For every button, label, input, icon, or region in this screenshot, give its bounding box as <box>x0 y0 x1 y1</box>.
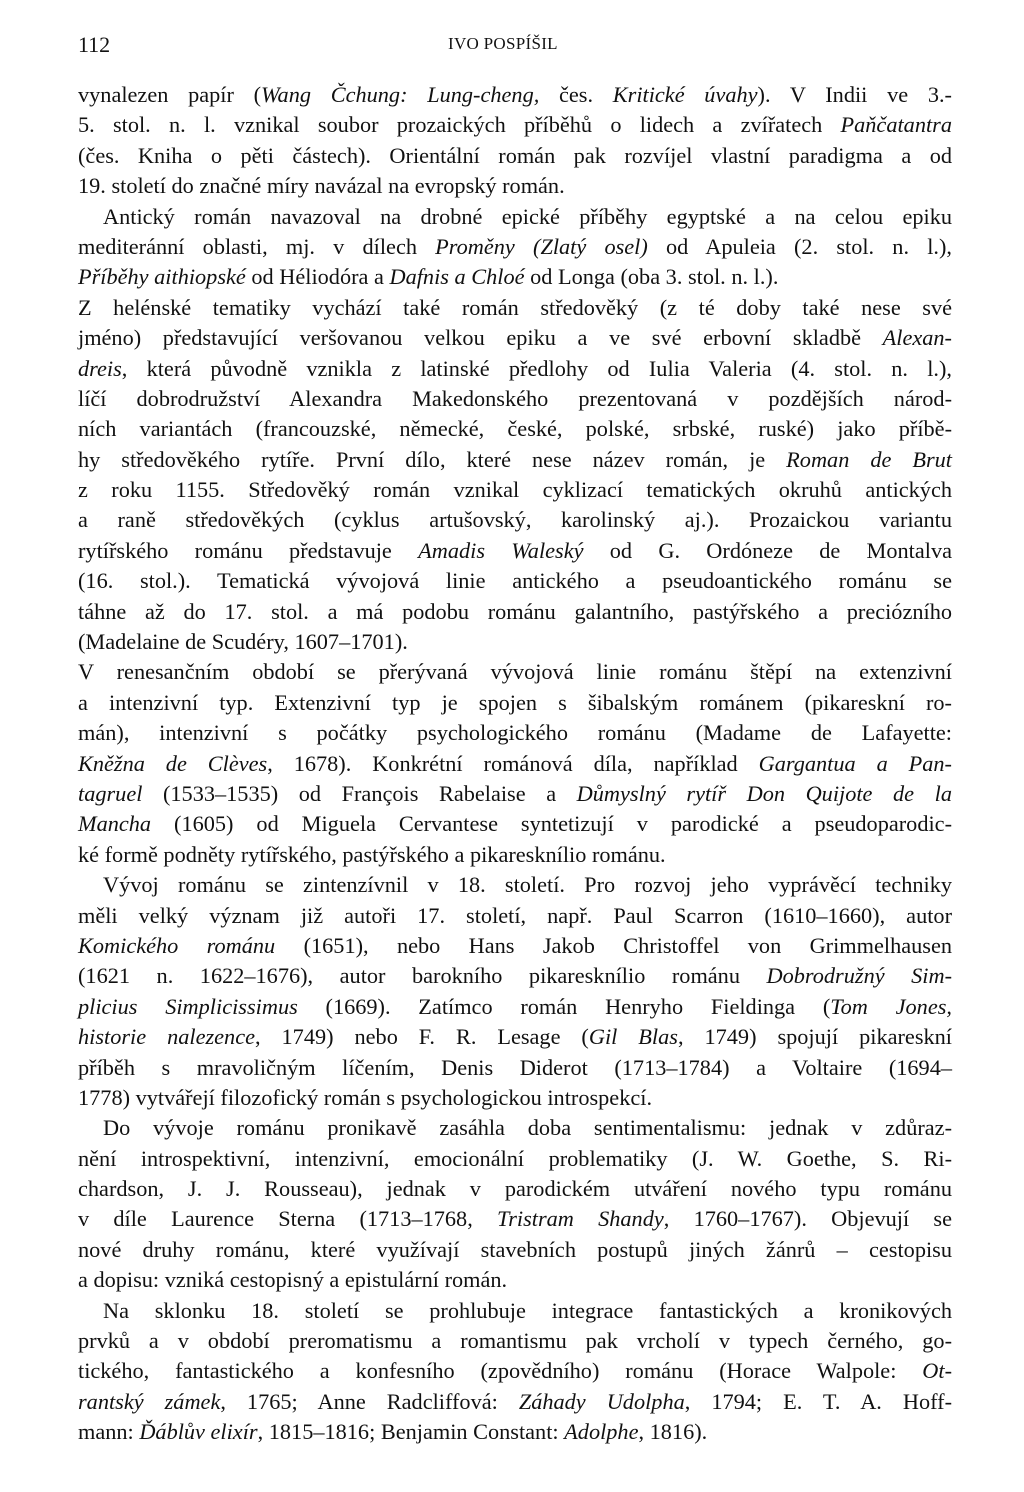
italic-segment: Dafnis a Chloé <box>389 264 525 290</box>
text-segment: , 1749) nebo F. R. Lesage ( <box>255 1024 589 1050</box>
text-line <box>78 536 952 566</box>
italic-segment: Gil Blas <box>588 1024 678 1050</box>
text-segment: tického, fantastického a konfesního (zpovědního) románu (Horace Walpole: <box>78 1358 923 1384</box>
paragraph <box>78 1296 952 1448</box>
text-line <box>78 1326 952 1356</box>
text-line <box>78 293 952 323</box>
text-segment: táhne až do 17. stol. a má podobu románu galantního, pastýřského a preciózního <box>78 598 952 624</box>
italic-segment: Tom Jones, <box>830 993 952 1019</box>
text-segment: měli velký význam již autoři 17. století, např. Paul Scarron (1610–1660), autor <box>78 902 952 928</box>
paragraph <box>78 293 952 658</box>
text-line <box>78 262 952 292</box>
text-segment: rytířského románu představuje <box>78 537 419 563</box>
italic-segment: dreis <box>78 355 122 381</box>
text-segment: (1651), nebo Hans Jakob Christoffel von Grimmelhausen <box>275 932 952 958</box>
italic-segment: rantský zámek <box>78 1388 221 1414</box>
italic-segment: tagruel <box>78 780 143 806</box>
text-line <box>78 961 952 991</box>
text-segment: , 1678). Konkrétní románová díla, například <box>267 750 759 776</box>
text-segment: a raně středověkých (cyklus artušovský, karolinský aj.). Prozaickou variantu <box>78 507 952 533</box>
text-segment: Do vývoje románu pronikavě zasáhla doba sentimentalismu: jednak v zdůraz- <box>103 1115 952 1141</box>
italic-segment: historie nalezence <box>78 1024 255 1050</box>
text-segment: 19. století do značné míry navázal na evropský román. <box>78 173 565 199</box>
text-line <box>78 232 952 262</box>
text-segment: Antický román navazoval na drobné epické příběhy egyptské a na celou epiku <box>103 203 952 229</box>
text-segment: a intenzivní typ. Extenzivní typ je spojen s šibalským románem (pikareskní ro- <box>78 689 952 715</box>
running-head: IVO POSPÍŠIL <box>448 34 558 53</box>
italic-segment: Gargantua a Pan- <box>758 750 952 776</box>
text-line <box>78 901 952 931</box>
italic-segment: Tristram Shandy <box>497 1206 664 1232</box>
italic-segment: Dobrodružný Sim- <box>766 963 953 989</box>
italic-segment: Adolphe <box>564 1419 639 1445</box>
text-segment: (16. stol.). Tematická vývojová linie antického a pseudoantického románu se <box>78 568 952 594</box>
italic-segment: plicius Simplicissimus <box>78 993 298 1019</box>
text-line <box>78 171 952 201</box>
text-segment: (1533–1535) od François Rabelaise a <box>142 780 577 806</box>
italic-segment: Alexan- <box>882 325 952 351</box>
paragraph <box>78 202 952 293</box>
text-segment: a dopisu: vzniká cestopisný a epistulární román. <box>78 1267 508 1293</box>
text-segment: (1621 n. 1622–1676), autor barokního pikaresknílio románu <box>78 963 767 989</box>
italic-segment: Paňčatantra <box>840 112 952 138</box>
italic-segment: Kněžna de Clèves <box>78 750 268 776</box>
text-segment: v díle Laurence Sterna (1713–1768, <box>78 1206 498 1232</box>
text-line <box>78 992 952 1022</box>
text-segment: , 1765; Anne Radcliffová: <box>220 1388 519 1414</box>
text-segment: hy středověkého rytíře. První dílo, které nese název román, je <box>78 446 787 472</box>
text-segment: (čes. Kniha o pěti částech). Orientální román pak rozvíjel vlastní paradigma a od <box>78 142 952 168</box>
text-line <box>78 779 952 809</box>
text-line <box>78 809 952 839</box>
text-segment: (1605) od Miguela Cervantese syntetizují v parodické a pseudoparodic- <box>151 811 952 837</box>
page-header <box>78 32 950 62</box>
text-segment: mediteránní oblasti, mj. v dílech <box>78 233 436 259</box>
text-segment: vynalezen papír ( <box>78 82 262 107</box>
text-segment: od G. Ordóneze de Montalva <box>583 537 953 563</box>
text-line <box>78 1174 952 1204</box>
italic-segment: Amadis Waleský <box>418 537 584 563</box>
text-segment: V renesančním období se přerývaná vývojová linie románu štěpí na extenzivní <box>78 659 952 685</box>
text-line <box>78 749 952 779</box>
text-line <box>78 354 952 384</box>
text-line <box>78 414 952 444</box>
text-segment: od Héliodóra a <box>245 264 390 290</box>
text-segment: ních variantách (francouzské, německé, české, polské, srbské, ruské) jako příbě- <box>78 416 952 442</box>
text-line <box>78 1053 952 1083</box>
text-line <box>78 1235 952 1265</box>
text-line <box>78 870 952 900</box>
page-number: 112 <box>78 32 111 57</box>
text-segment: 5. stol. n. l. vznikal soubor prozaických příběhů o lidech a zvířatech <box>78 112 841 138</box>
text-segment: nové druhy románu, které využívají stavebních postupů jiných žánrů – cestopisu <box>78 1236 952 1262</box>
text-line <box>78 1204 952 1234</box>
text-line <box>78 384 952 414</box>
paragraph <box>78 870 952 1113</box>
text-segment: nění introspektivní, intenzivní, emocionální problematiky (J. W. Goethe, S. Ri- <box>78 1145 952 1171</box>
text-segment: z roku 1155. Středověký román vznikal cyklizací tematických okruhů antických <box>78 477 952 503</box>
paragraph <box>78 80 952 202</box>
text-line <box>78 1022 952 1052</box>
text-line <box>78 627 952 657</box>
text-segment: ké formě podněty rytířského, pastýřského a pikaresknílio románu. <box>78 841 666 867</box>
text-line <box>78 80 952 110</box>
text-segment: líčí dobrodružství Alexandra Makedonského prezentovaná v pozdějších národ- <box>78 385 952 411</box>
text-line <box>78 110 952 140</box>
text-segment: mann: <box>78 1419 140 1445</box>
text-line <box>78 1296 952 1326</box>
text-segment: čes. <box>539 82 613 107</box>
italic-segment: Kritické úvahy <box>612 82 758 107</box>
text-segment: od Longa (oba 3. stol. n. l.). <box>524 264 779 290</box>
text-segment: , která původně vznikla z latinské předlohy od Iulia Valeria (4. stol. n. l.), <box>121 355 952 381</box>
text-line <box>78 141 952 171</box>
text-segment: Vývoj románu se zintenzívnil v 18. století. Pro rozvoj jeho vyprávěcí techniky <box>103 872 952 898</box>
text-line <box>78 931 952 961</box>
text-segment: prvků a v období preromatismu a romantismu pak vrcholí v typech černého, go- <box>78 1328 952 1354</box>
text-segment: (Madelaine de Scudéry, 1607–1701). <box>78 629 408 655</box>
italic-segment: Roman de Brut <box>786 446 952 472</box>
text-line <box>78 1387 952 1417</box>
text-segment: chardson, J. J. Rousseau), jednak v parodickém utváření nového typu románu <box>78 1176 952 1202</box>
text-line <box>78 718 952 748</box>
text-segment: Z helénské tematiky vychází také román středověký (z té doby také nese své <box>78 294 952 320</box>
text-line <box>78 202 952 232</box>
text-line <box>78 1083 952 1113</box>
text-line <box>78 657 952 687</box>
text-line <box>78 1265 952 1295</box>
text-segment: Na sklonku 18. století se prohlubuje integrace fantastických a kronikových <box>103 1297 952 1323</box>
text-segment: 1778) vytvářejí filozofický román s psychologickou introspekcí. <box>78 1084 653 1110</box>
text-line <box>78 505 952 535</box>
text-line <box>78 475 952 505</box>
italic-segment: Důmyslný rytíř Don Quijote de la <box>576 780 952 806</box>
text-segment: jméno) představující veršovanou velkou epiku a ve své erbovní skladbě <box>78 325 883 351</box>
italic-segment: Záhady Udolpha <box>518 1388 685 1414</box>
text-segment: , 1760–1767). Objevují se <box>663 1206 953 1232</box>
text-line <box>78 597 952 627</box>
text-segment: ). V Indii ve 3.- <box>757 82 952 107</box>
text-segment: od Apuleia (2. stol. n. l.), <box>647 233 952 259</box>
text-segment: (1669). Zatímco román Henryho Fieldinga ( <box>297 993 831 1019</box>
text-line <box>78 1144 952 1174</box>
paragraph <box>78 1113 952 1295</box>
text-segment: mán), intenzivní s počátky psychologického románu (Madame de Lafayette: <box>78 720 952 746</box>
text-segment: , 1794; E. T. A. Hoff- <box>684 1388 952 1414</box>
text-segment: , 1816). <box>638 1419 708 1445</box>
text-line <box>78 566 952 596</box>
text-line <box>78 1113 952 1143</box>
text-segment: příběh s mravoličným líčením, Denis Diderot (1713–1784) a Voltaire (1694– <box>78 1054 952 1080</box>
italic-segment: Mancha <box>78 811 152 837</box>
text-line <box>78 1356 952 1386</box>
text-line <box>78 323 952 353</box>
italic-segment: Ďáblův elixír <box>139 1419 258 1445</box>
italic-segment: Příběhy aithiopské <box>78 264 246 290</box>
text-segment: , 1815–1816; Benjamin Constant: <box>257 1419 565 1445</box>
text-line <box>78 445 952 475</box>
italic-segment: Komického románu <box>78 932 276 958</box>
italic-segment: Ot- <box>922 1358 952 1384</box>
paragraph <box>78 657 952 870</box>
italic-segment: Wang Čchung: Lung-cheng, <box>261 82 540 107</box>
italic-segment: Proměny (Zlatý osel) <box>435 233 648 259</box>
text-line <box>78 688 952 718</box>
text-line <box>78 1417 952 1447</box>
text-line <box>78 840 952 870</box>
text-segment: , 1749) spojují pikareskní <box>677 1024 952 1050</box>
body-text <box>78 80 952 1448</box>
